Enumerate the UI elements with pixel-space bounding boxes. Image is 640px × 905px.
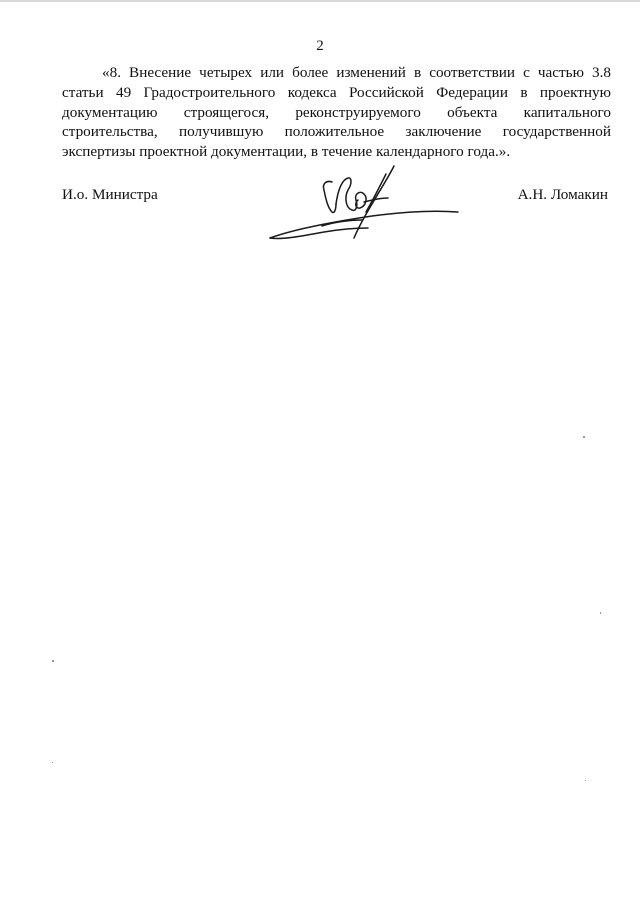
scan-speck [52, 762, 53, 763]
paragraph-line: «8. Внесение четырех или более изменений в соответствии с частью 3.8 [102, 64, 611, 81]
paragraph-line: экспертизы проектной документации, в течение календарного года.». [62, 143, 511, 161]
paragraph-line: строительства, получившую положительное заключение государственной [62, 123, 611, 141]
scan-speck [52, 660, 54, 662]
handwritten-signature [262, 160, 462, 250]
scan-top-edge [0, 0, 640, 2]
paragraph-line: статьи 49 Градостроительного кодекса Российской Федерации в проектную [62, 83, 611, 101]
signatory-name: А.Н. Ломакин [517, 186, 608, 203]
paragraph-line: документацию строящегося, реконструируемого объекта капитального [62, 103, 611, 121]
scan-speck [600, 612, 601, 614]
page-number: 2 [316, 38, 324, 54]
scan-speck [583, 436, 585, 438]
amendment-paragraph [62, 63, 611, 162]
position-title: И.о. Министра [62, 186, 158, 203]
scan-speck [585, 780, 586, 781]
